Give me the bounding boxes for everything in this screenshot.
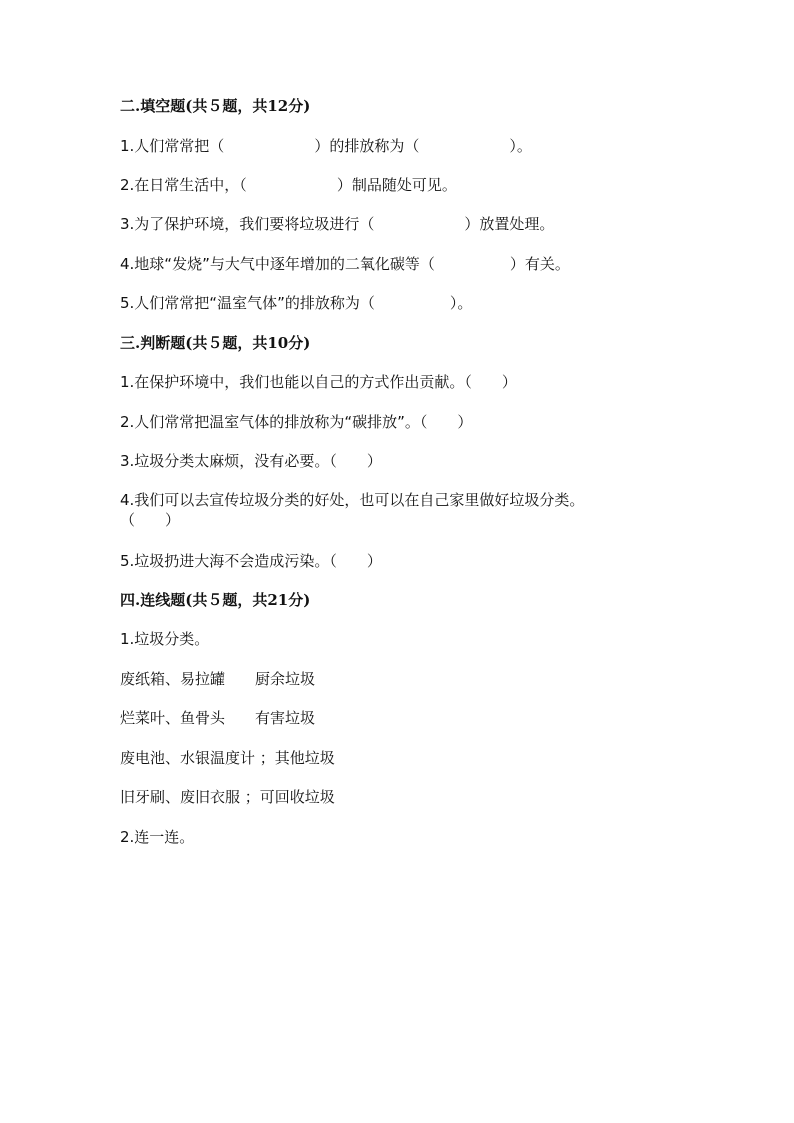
section3-question-5: 5.垃圾扔进大海不会造成污染。（ ） [120,552,382,570]
section4-question-2: 2.连一连。 [120,828,195,846]
section3-question-3: 3.垃圾分类太麻烦，没有必要。（ ） [120,452,382,470]
section3-question-4: 4.我们可以去宣传垃圾分类的好处，也可以在自己家里做好垃圾分类。 [120,491,585,509]
section2-question-1: 1.人们常常把（ ）的排放称为（ ）。 [120,137,532,155]
matching-row: 废纸箱、易拉罐 厨余垃圾 [120,670,316,688]
section2-question-4: 4.地球“发烧”与大气中逐年增加的二氧化碳等（ ）有关。 [120,255,570,273]
section2-question-5: 5.人们常常把“温室气体”的排放称为（ ）。 [120,294,473,312]
matching-row: 旧牙刷、废旧衣服 ；可回收垃圾 [120,788,335,806]
section4-question-1: 1.垃圾分类。 [120,630,210,648]
matching-row: 废电池、水银温度计 ；其他垃圾 [120,749,335,767]
section3-question-4-answer: （ ） [120,511,181,529]
section3-question-2: 2.人们常常把温室气体的排放称为“碳排放”。（ ） [120,413,473,431]
section2-heading: 二.填空题(共５题，共12分) [120,97,311,115]
section3-heading: 三.判断题(共５题，共10分) [120,334,311,352]
section4-heading: 四.连线题(共５题，共21分) [120,591,311,609]
section3-question-1: 1.在保护环境中，我们也能以自己的方式作出贡献。（ ） [120,373,517,391]
section2-question-2: 2.在日常生活中，（ ）制品随处可见。 [120,176,457,194]
section2-question-3: 3.为了保护环境，我们要将垃圾进行（ ）放置处理。 [120,215,555,233]
matching-row: 烂菜叶、鱼骨头 有害垃圾 [120,709,316,727]
